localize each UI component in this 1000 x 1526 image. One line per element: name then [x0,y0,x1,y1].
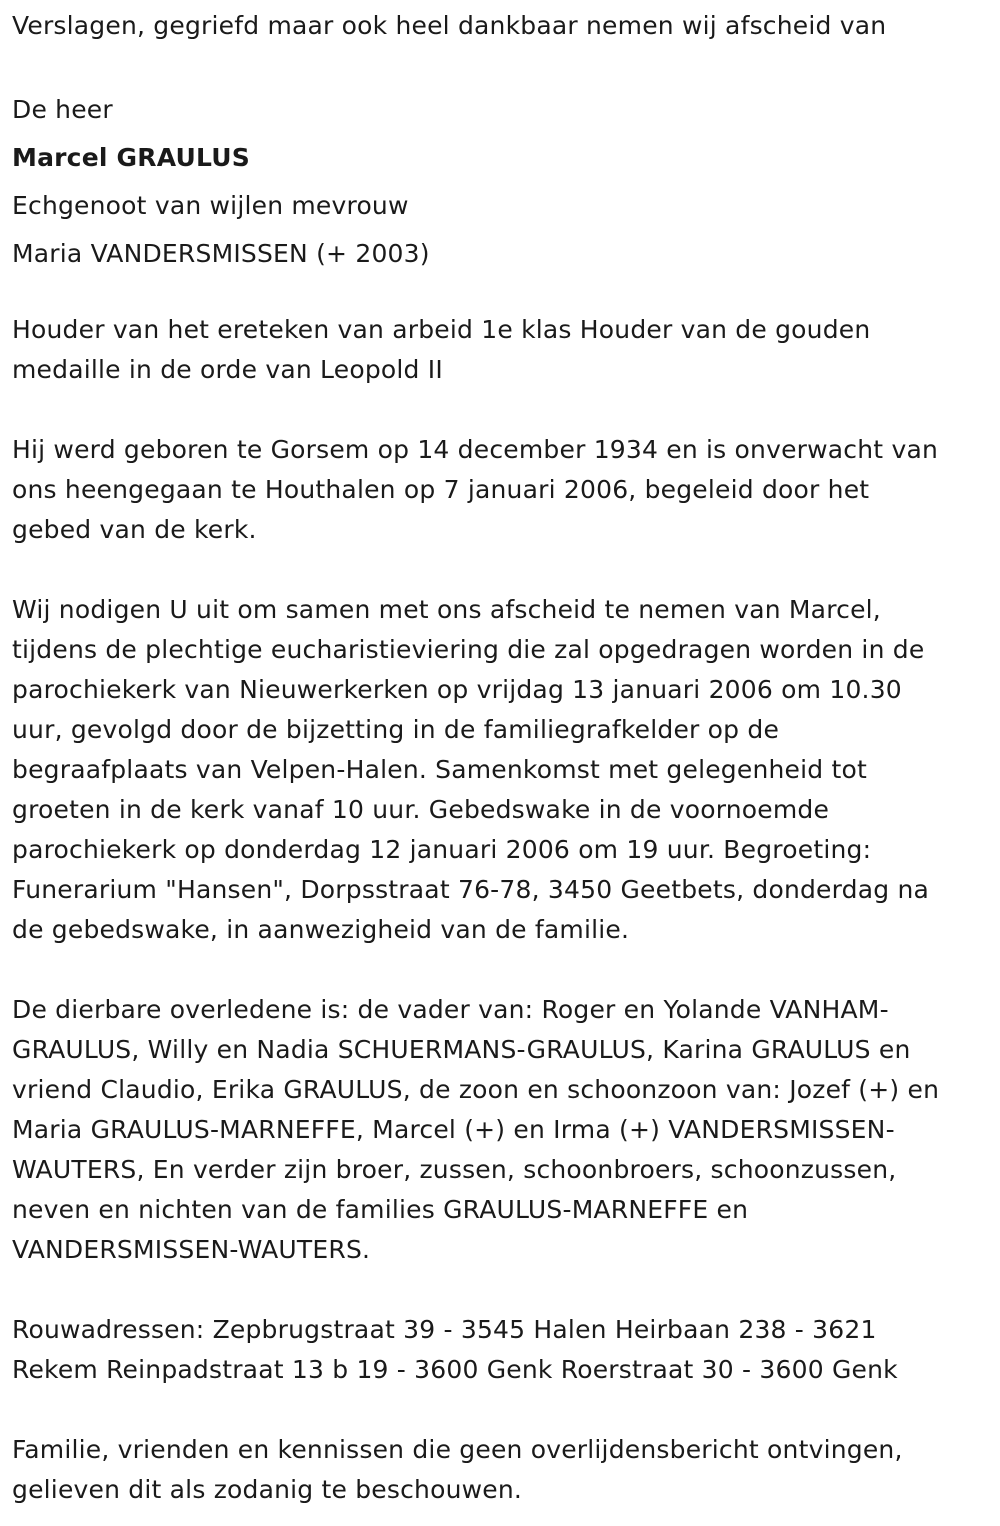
paragraph-line: Houder van het ereteken van arbeid 1e klas Houder van de gouden [12,315,871,344]
paragraph-line: Rouwadressen: Zepbrugstraat 39 - 3545 Halen Heirbaan 238 - 3621 [12,1315,877,1344]
paragraph-line: begraafplaats van Velpen-Halen. Samenkomst met gelegenheid tot [12,755,867,784]
paragraph-line: gelieven dit als zodanig te beschouwen. [12,1475,523,1504]
paragraph-line: neven en nichten van de families GRAULUS-MARNEFFE en [12,1195,749,1224]
paragraph-line: ons heengegaan te Houthalen op 7 januari 2006, begeleid door het [12,475,870,504]
paragraph-line: Rekem Reinpadstraat 13 b 19 - 3600 Genk Roerstraat 30 - 3600 Genk [12,1355,898,1384]
paragraph-line: vriend Claudio, Erika GRAULUS, de zoon en schoonzoon van: Jozef (+) en [12,1075,940,1104]
paragraph-line: Maria GRAULUS-MARNEFFE, Marcel (+) en Irma (+) VANDERSMISSEN- [12,1115,895,1144]
closing-paragraph [12,1430,988,1510]
decorations-paragraph [12,310,988,390]
salutation: De heer [12,95,113,124]
paragraph-line: De dierbare overledene is: de vader van: Roger en Yolande VANHAM- [12,995,889,1024]
paragraph-line: medaille in de orde van Leopold II [12,355,443,384]
spouse-name: Maria VANDERSMISSEN (+ 2003) [12,239,430,268]
condolence-addresses-paragraph [12,1310,988,1390]
paragraph-line: gebed van de kerk. [12,515,257,544]
family-paragraph [12,990,988,1270]
paragraph-line: Hij werd geboren te Gorsem op 14 december 1934 en is onverwacht van [12,435,939,464]
paragraph-line: de gebedswake, in aanwezigheid van de familie. [12,915,630,944]
paragraph-line: GRAULUS, Willy en Nadia SCHUERMANS-GRAULUS, Karina GRAULUS en [12,1035,911,1064]
paragraph-line: Wij nodigen U uit om samen met ons afscheid te nemen van Marcel, [12,595,881,624]
birth-death-paragraph [12,430,988,550]
paragraph-line: Familie, vrienden en kennissen die geen overlijdensbericht ontvingen, [12,1435,903,1464]
paragraph-line: Funerarium "Hansen", Dorpsstraat 76-78, 3450 Geetbets, donderdag na [12,875,930,904]
intro-text: Verslagen, gegriefd maar ook heel dankbaar nemen wij afscheid van [12,11,887,40]
funeral-details-paragraph [12,590,988,950]
deceased-header [12,86,988,278]
paragraph-line: parochiekerk op donderdag 12 januari 2006 om 19 uur. Begroeting: [12,835,872,864]
paragraph-line: VANDERSMISSEN-WAUTERS. [12,1235,371,1264]
paragraph-line: parochiekerk van Nieuwerkerken op vrijdag 13 januari 2006 om 10.30 [12,675,902,704]
paragraph-line: tijdens de plechtige eucharistieviering die zal opgedragen worden in de [12,635,925,664]
paragraph-line: groeten in de kerk vanaf 10 uur. Gebedswake in de voornoemde [12,795,830,824]
paragraph-line: WAUTERS, En verder zijn broer, zussen, schoonbroers, schoonzussen, [12,1155,897,1184]
paragraph-line: uur, gevolgd door de bijzetting in de familiegrafkelder op de [12,715,780,744]
deceased-name: Marcel GRAULUS [12,143,250,172]
spouse-label: Echgenoot van wijlen mevrouw [12,191,409,220]
